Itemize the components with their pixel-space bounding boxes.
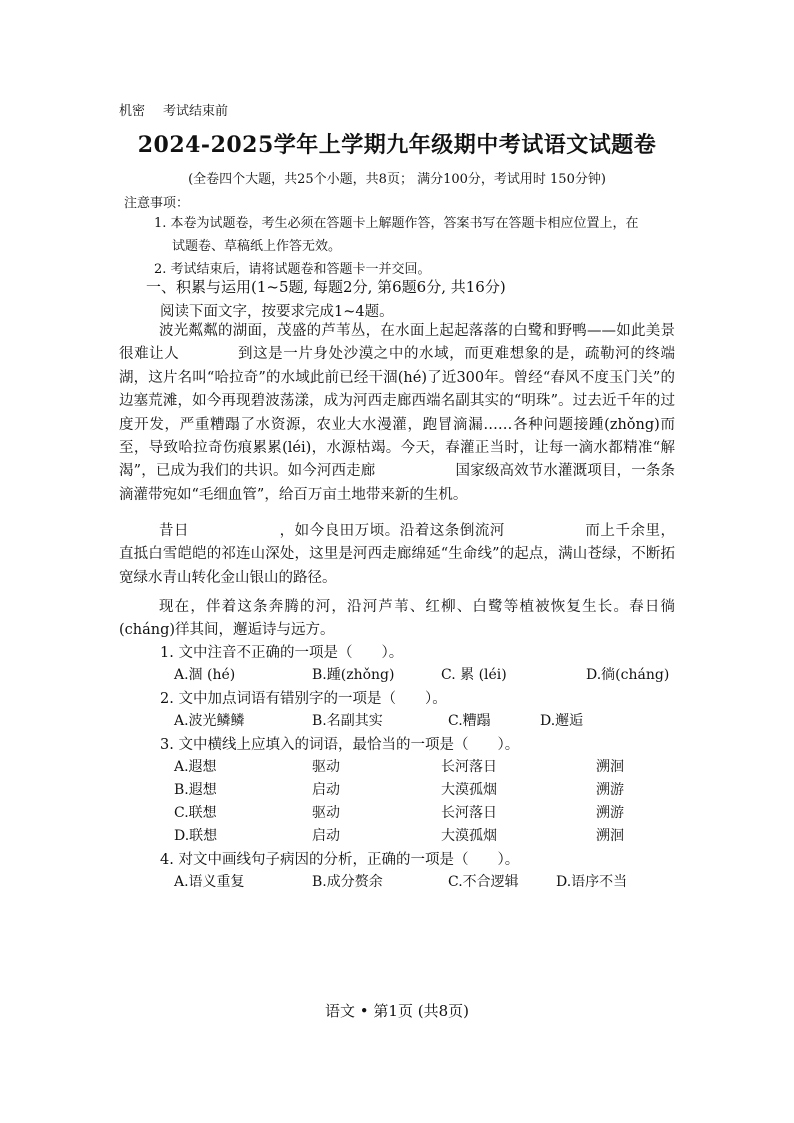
question-3-option-d-word-3: 大漠孤烟 bbox=[441, 828, 497, 844]
exam-info: (全卷四个大题，共25个小题，共8页； 满分100分，考试用时 150分钟) bbox=[188, 172, 606, 187]
question-1-option-c: C. 累 (léi) bbox=[441, 667, 507, 683]
question-3-option-d: D.联想 bbox=[174, 828, 218, 844]
question-4-option-a: A.语义重复 bbox=[174, 874, 245, 890]
before-exam-end-mark: 考试结束前 bbox=[163, 104, 229, 119]
question-4-option-b: B.成分赘余 bbox=[312, 874, 383, 890]
question-3-option-b-word-2: 启动 bbox=[312, 782, 340, 798]
question-4-stem: 4. 对文中画线句子病因的分析，正确的一项是（ ）。 bbox=[160, 852, 520, 868]
question-3-option-c-word-3: 长河落日 bbox=[441, 805, 497, 821]
question-4-option-d: D.语序不当 bbox=[556, 874, 628, 890]
notice-item-2: 2. 考试结束后，请将试题卷和答题卡一并交回。 bbox=[154, 262, 431, 277]
question-3-option-b: B.遐想 bbox=[174, 782, 217, 798]
question-3-option-c: C.联想 bbox=[174, 805, 217, 821]
reading-instruction: 阅读下面文字，按要求完成1~4题。 bbox=[160, 304, 394, 320]
question-3-option-c-word-4: 溯游 bbox=[596, 805, 624, 821]
question-3-option-a-word-3: 长河落日 bbox=[441, 759, 497, 775]
question-4-option-c: C.不合逻辑 bbox=[448, 874, 519, 890]
confidential-mark: 机密 bbox=[119, 104, 146, 119]
question-1-option-d: D.徜(cháng) bbox=[586, 667, 670, 683]
notice-heading: 注意事项： bbox=[124, 196, 190, 211]
passage-paragraph-2: 昔日 ，如今良田万顷。沿着这条倒流河 而上千余里，直抵白雪皑皑的祁连山深处，这里是河西走廊绵延“生命线”的起点，满山苍绿，不断拓宽绿水青山转化金山银山的路径。 bbox=[119, 523, 676, 586]
section-heading: 一、积累与运用(1~5题, 每题2分, 第6题6分, 共16分) bbox=[146, 278, 506, 296]
question-2-option-d: D.邂逅 bbox=[540, 713, 584, 729]
page-footer: 语文 • 第1页 (共8页) bbox=[325, 1002, 469, 1020]
question-2-stem: 2. 文中加点词语有错别字的一项是（ ）。 bbox=[160, 691, 447, 707]
question-3-stem: 3. 文中横线上应填入的词语，最恰当的一项是（ ）。 bbox=[160, 737, 520, 753]
passage-paragraph-1: 波光粼粼的湖面，茂盛的芦苇丛，在水面上起起落落的白鹭和野鸭——如此美景很难让人 到这是一片身处沙漠之中的水域，而更难想象的是，疏勒河的终端湖，这片名叫“哈拉奇”的水域此前已经干涸(hé)了近300年。曾经“春风不度玉门关”的边塞荒滩，如今再现碧波荡漾，成为河西走廊西端名副其实的“明珠”。过去近千年的过度开发，严重糟蹋了水资源，农业大水漫灌，跑冒滴漏……各种问题接踵(zhǒng)而至，导致哈拉奇伤痕累累(léi)，水源枯竭。今天，春灌正当时，让每一滴水都精准“解渴”，已成为我们的共识。如今河西走廊 国家级高效节水灌溉项目，一条条滴灌带宛如“毛细血管”，给百万亩土地带来新的生机。 bbox=[119, 323, 676, 503]
question-3-option-a-word-4: 溯洄 bbox=[596, 759, 624, 775]
question-3-option-c-word-2: 驱动 bbox=[312, 805, 340, 821]
question-3-option-d-word-4: 溯洄 bbox=[596, 828, 624, 844]
question-2-option-a: A.波光鳞鳞 bbox=[174, 713, 245, 729]
question-3-option-b-word-3: 大漠孤烟 bbox=[441, 782, 497, 798]
question-3-option-a-word-2: 驱动 bbox=[312, 759, 340, 775]
page-title: 2024-2025学年上学期九年级期中考试语文试题卷 bbox=[137, 132, 657, 158]
question-3-option-d-word-2: 启动 bbox=[312, 828, 340, 844]
question-1-option-b: B.踵(zhǒng) bbox=[312, 667, 395, 683]
confidential-label bbox=[119, 100, 228, 119]
question-1-option-a: A.涸 (hé) bbox=[174, 667, 236, 683]
question-3-option-a: A.遐想 bbox=[174, 759, 217, 775]
notice-item-1: 1. 本卷为试题卷，考生必须在答题卡上解题作答，答案书写在答题卡相应位置上，在 试题卷、草稿纸上作答无效。 bbox=[154, 216, 639, 254]
question-2-option-b: B.名副其实 bbox=[312, 713, 383, 729]
passage-paragraph-3: 现在，伴着这条奔腾的河，沿河芦苇、红柳、白鹭等植被恢复生长。春日徜(cháng)徉其间，邂逅诗与远方。 bbox=[119, 599, 675, 639]
question-2-option-c: C.糟蹋 bbox=[448, 713, 491, 729]
question-3-option-b-word-4: 溯游 bbox=[596, 782, 624, 798]
question-1-stem: 1. 文中注音不正确的一项是（ ）。 bbox=[160, 645, 404, 661]
